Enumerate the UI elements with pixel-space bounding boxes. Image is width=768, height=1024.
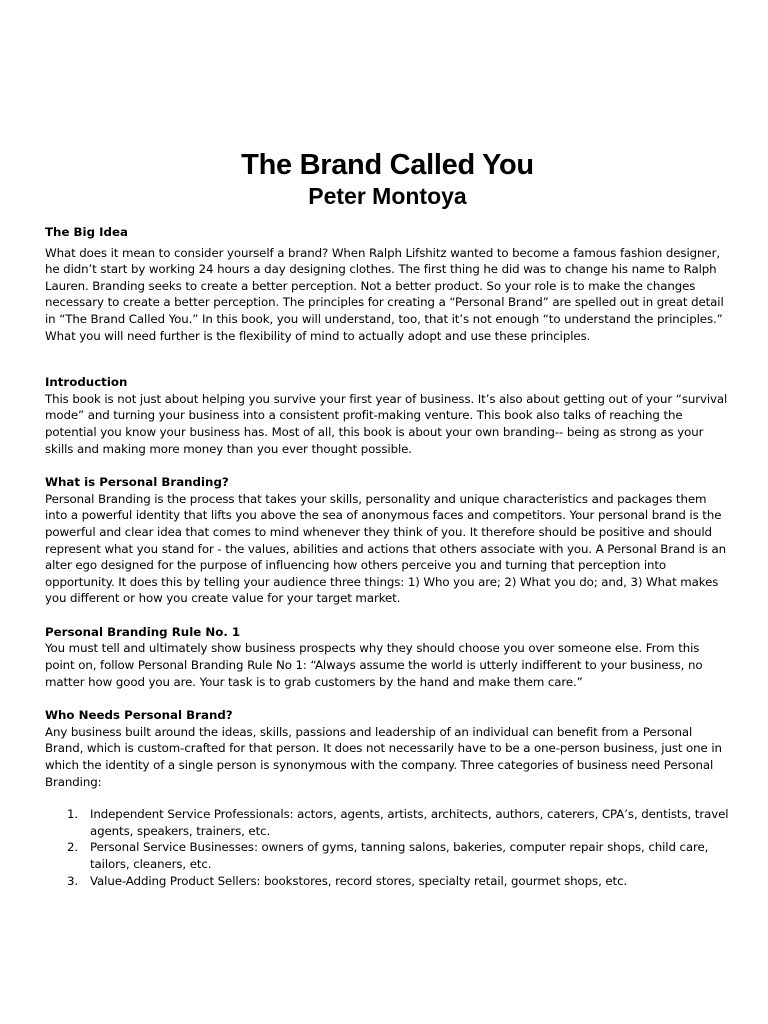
list-item-text: Personal Service Businesses: owners of gyms, tanning salons, bakeries, computer repair shops, child care, tailors, cleaners, etc.	[90, 840, 709, 871]
list-item	[45, 806, 730, 839]
section-body: Personal Branding is the process that takes your skills, personality and unique characteristics and packages them into a powerful identity that lifts you above the sea of anonymous faces and competitors. Your personal brand is the powerful and clear idea that comes to mind whenever they think of you. It therefore should be positive and should represent what you stand for - the values, abilities and actions that others associate with you. A Personal Brand is an alter ego designed for the purpose of influencing how others perceive you and turning that perception into opportunity. It does this by telling your audience three things: 1) Who you are; 2) What you do; and, 3) What makes you different or how you create value for your target market.	[45, 491, 726, 606]
section-body: What does it mean to consider yourself a brand? When Ralph Lifshitz wanted to become a famous fashion designer, he didn’t start by working 24 hours a day designing clothes. The first thing he did was to change his name to Ralph Lauren. Branding seeks to create a better perception. Not a better product. So your role is to make the changes necessary to create a better perception. The principles for creating a “Personal Brand” are spelled out in great detail in “The Brand Called You.” In this book, you will understand, too, that it’s not enough “to understand the principles.” What you will need further is the flexibility of mind to actually adopt and use these principles.	[45, 245, 724, 343]
list-item	[45, 873, 730, 890]
list-item-number: 1.	[67, 807, 79, 822]
section-body: Any business built around the ideas, skills, passions and leadership of an individual can benefit from a Personal Brand, which is custom-crafted for that person. It does not necessarily have to be a one-person business, just one in which the identity of a single person is synonymous with the company. Three categories of business need Personal Branding:	[45, 724, 722, 789]
list-item-number: 3.	[67, 873, 79, 888]
list-item-number: 2.	[67, 840, 79, 855]
section-introduction	[45, 374, 730, 457]
section-heading: Who Needs Personal Brand?	[45, 708, 233, 723]
document-author: Peter Montoya	[308, 183, 467, 209]
section-heading: Personal Branding Rule No. 1	[45, 624, 241, 639]
section-what-is-personal-branding	[45, 474, 730, 607]
document-page	[45, 148, 730, 906]
section-body: You must tell and ultimately show business prospects why they should choose you over someone else. From this point on, follow Personal Branding Rule No 1: “Always assume the world is utterly indifferent to your business, no matter how good you are. Your task is to grab customers by the hand and make them care.”	[45, 641, 703, 689]
list-item-text: Independent Service Professionals: actors, agents, artists, architects, authors, caterers, CPA’s, dentists, travel agents, speakers, trainers, etc.	[90, 807, 729, 838]
section-body: This book is not just about helping you survive your first year of business. It’s also about getting out of your “survival mode” and turning your business into a consistent profit-making venture. This book also talks of reaching the potential you know your business has. Most of all, this book is about your own branding-- being as strong as your skills and making more money than you ever thought possible.	[45, 391, 728, 456]
section-heading: What is Personal Branding?	[45, 475, 229, 490]
document-title: The Brand Called You	[241, 149, 534, 181]
list-item	[45, 839, 730, 872]
list-item-text: Value-Adding Product Sellers: bookstores, record stores, specialty retail, gourmet shops, etc.	[90, 873, 628, 888]
section-big-idea	[45, 224, 730, 344]
section-heading: The Big Idea	[45, 225, 128, 239]
section-who-needs-personal-brand	[45, 707, 730, 889]
business-categories-list	[45, 806, 730, 889]
section-personal-branding-rule	[45, 624, 730, 690]
section-heading: Introduction	[45, 375, 128, 390]
